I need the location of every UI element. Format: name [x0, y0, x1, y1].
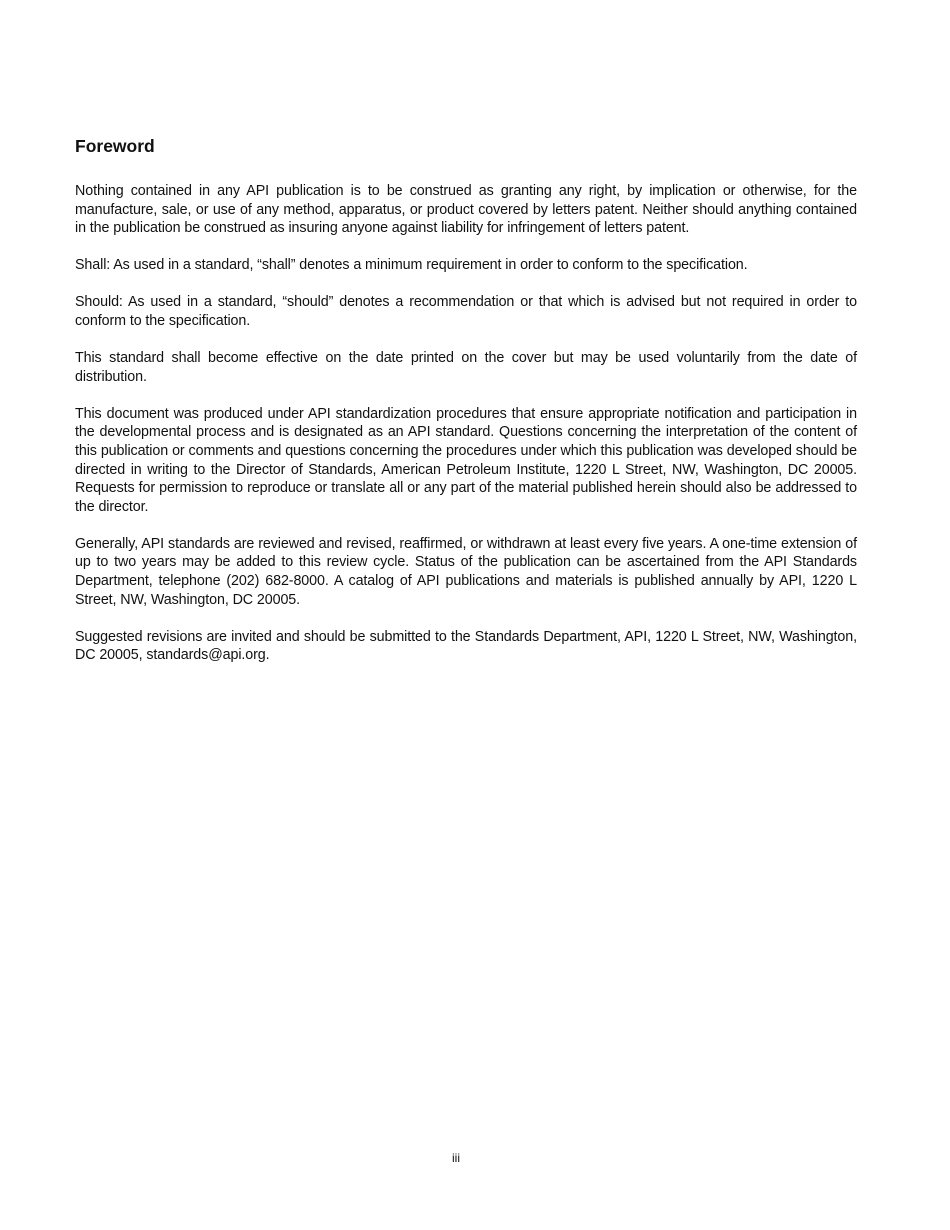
paragraph-standardization-procedures: This document was produced under API standardization procedures that ensure appropriate notification and participation in the developmental process and is designated as an API standard. Questions concerning the interpretation of the content of this publication or comments and questions concerning the procedures under which this publication was developed should be directed in writing to the Director of Standards, American Petroleum Institute, 1220 L Street, NW, Washington, DC 20005. Requests for permission to reproduce or translate all or any part of the material published herein should also be addressed to the director.: [75, 405, 857, 515]
paragraph-suggested-revisions: Suggested revisions are invited and should be submitted to the Standards Department, API, 1220 L Street, NW, Washington, DC 20005, standards@api.org.: [75, 628, 857, 664]
paragraph-should-definition: Should: As used in a standard, “should” denotes a recommendation or that which is advised but not required in order to conform to the specification.: [75, 294, 857, 329]
page-title: Foreword: [75, 136, 155, 156]
page-number: iii: [452, 1151, 460, 1165]
foreword-body: [75, 182, 857, 683]
paragraph-effective-date: This standard shall become effective on the date printed on the cover but may be used voluntarily from the date of distribution.: [75, 350, 857, 385]
paragraph-shall-definition: Shall: As used in a standard, “shall” denotes a minimum requirement in order to conform to the specification.: [75, 257, 748, 274]
paragraph-patent-disclaimer: Nothing contained in any API publication is to be construed as granting any right, by implication or otherwise, for the manufacture, sale, or use of any method, apparatus, or product covered by letters patent. Neither should anything contained in the publication be construed as insuring anyone against liability for infringement of letters patent.: [75, 183, 857, 237]
paragraph-review-cycle: Generally, API standards are reviewed and revised, reaffirmed, or withdrawn at least every five years. A one-time extension of up to two years may be added to this review cycle. Status of the publication can be ascertained from the API Standards Department, telephone (202) 682-8000. A catalog of API publications and materials is published annually by API, 1220 L Street, NW, Washington, DC 20005.: [75, 535, 857, 608]
